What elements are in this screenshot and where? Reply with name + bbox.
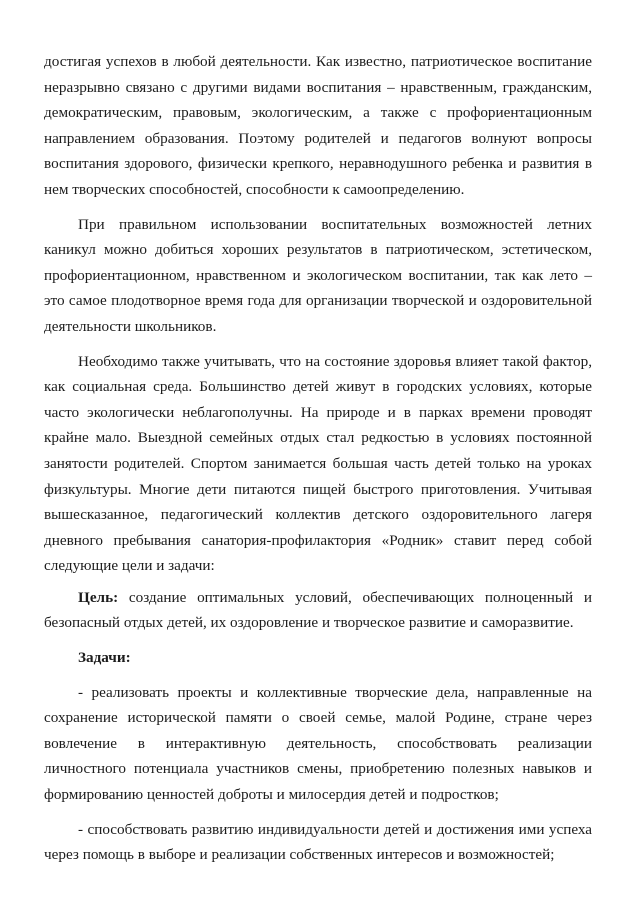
document-page: [44, 49, 592, 868]
paragraph-social-environment: Необходимо также учитывать, что на состояние здоровья влияет такой фактор, как социальная среда. Большинство детей живут в городских условиях, которые часто экологически неблагополучны. На природе и в парках времени проводят крайне мало. Выездной семейных отдых стал редкостью в условиях постоянной занятости родителей. Спортом занимается большая часть детей только на уроках физкультуры. Многие дети питаются пищей быстрого приготовления. Учитывая вышесказанное, педагогический коллектив детского оздоровительного лагеря дневного пребывания санатория-профилактория «Родник» ставит перед собой следующие цели и задачи:: [44, 352, 592, 575]
goal-text: создание оптимальных условий, обеспечивающих полноценный и безопасный отдых детей, их оздоровление и творческое развитие и саморазвитие.: [44, 588, 592, 632]
paragraph-summer-holidays: При правильном использовании воспитательных возможностей летних каникул можно добиться хороших результатов в патриотическом, эстетическом, профориентационном, нравственном и экологическом воспитании, так как лето – это самое плодотворное время года для организации творческой и оздоровительной деятельности школьников.: [44, 215, 592, 335]
paragraph-continuation: достигая успехов в любой деятельности. Как известно, патриотическое воспитание неразрывно связано с другими видами воспитания – нравственным, гражданским, демократическим, правовым, экологическим, а также с профориентационным направлением образования. Поэтому родителей и педагогов волнуют вопросы воспитания здорового, физически крепкого, неравнодушного ребенка и развития в нем творческих способностей, способности к самоопределению.: [44, 53, 592, 198]
tasks-label: Задачи:: [78, 649, 131, 667]
task-item-1: - реализовать проекты и коллективные творческие дела, направленные на сохранение исторической памяти о своей семье, малой Родине, стране через вовлечение в интерактивную деятельность, способствовать реализации личностного потенциала участников смены, приобретению полезных навыков и формированию ценностей доброты и милосердия детей и подростков;: [44, 683, 592, 804]
goal-label: Цель:: [78, 588, 119, 606]
tasks-heading: [44, 645, 592, 671]
task-item-2: - способствовать развитию индивидуальности детей и достижения ими успеха через помощь в выборе и реализации собственных интересов и возможностей;: [44, 820, 592, 864]
goal-paragraph: [44, 585, 592, 636]
